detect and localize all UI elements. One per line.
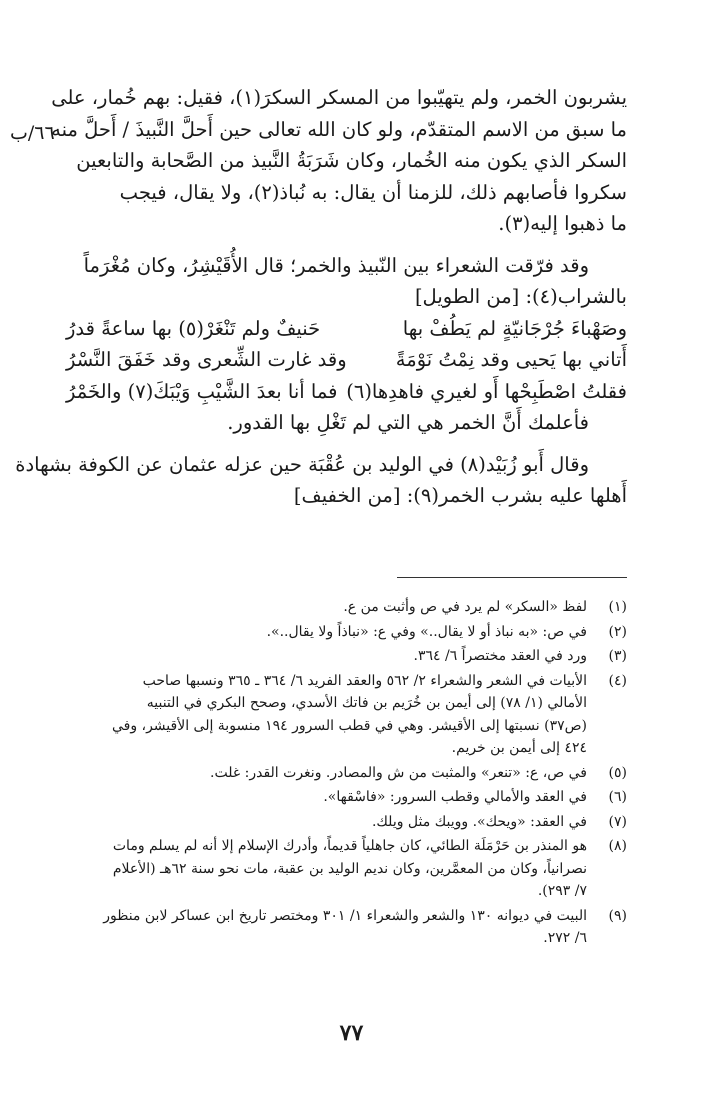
text-line: سكروا فأصابهم ذلك، للزمنا أن يقال: به نُباذ(٢)، ولا يقال، فيجب bbox=[119, 180, 627, 204]
footnote-line: ٦/ ٢٧٢. bbox=[543, 930, 587, 946]
verse-second-hemistich: فما أنا بعدَ الشَّيْبِ وَيْبَكَ(٧) والخَمْرُ bbox=[66, 379, 338, 403]
footnote-separator bbox=[397, 577, 627, 578]
paragraph-1 bbox=[51, 82, 627, 240]
text-line: ما ذهبوا إليه(٣). bbox=[498, 212, 627, 235]
text-line: وقد فرّقت الشعراء بين النّبيذ والخمر؛ قال الأُقَيْشِرُ، وكان مُغْرَماً bbox=[83, 253, 589, 277]
footnote bbox=[72, 596, 627, 619]
text-line: بالشراب(٤): [من الطويل] bbox=[414, 285, 627, 308]
paragraph-2 bbox=[66, 250, 627, 313]
footnote-line: ٤٢٤ إلى أيمن بن خريم. bbox=[451, 740, 587, 756]
footnote bbox=[72, 645, 627, 668]
verse-conclusion bbox=[66, 407, 627, 439]
text-line: ما سبق من الاسم المتقدّم، ولو كان الله تعالى حين أَحلَّ النَّبيذَ / أَحلَّ منه bbox=[51, 117, 627, 141]
verse-first-hemistich: فقلتُ اصْطَبِحْها أَو لغيري فاهدِها(٦) bbox=[346, 379, 627, 403]
footnote-line: نصرانياً، وكان من المعمَّرين، وكان نديم الوليد بن عقبة، مات نحو سنة ٦٢هـ (الأعلام bbox=[112, 860, 587, 877]
footnote-text bbox=[72, 835, 587, 903]
footnote-line: هو المنذر بن حَرْمَلَة الطائي، كان جاهلياً قديماً، وأدرك الإسلام إلا أنه لم يسلم ومات bbox=[112, 838, 587, 854]
footnote-line: ورد في العقد مختصراً ٦/ ٣٦٤. bbox=[413, 648, 587, 664]
footnote bbox=[72, 670, 627, 760]
paragraph-3 bbox=[15, 449, 627, 512]
footnote-text bbox=[72, 645, 587, 668]
footnote-number: (١) bbox=[608, 599, 627, 615]
footnote-line: في العقد والأمالي وقطب السرور: «فاسْقها». bbox=[323, 789, 587, 805]
text-line: السكر الذي يكون منه الخُمار، وكان شَرَبَةُ النَّبيذ من الصَّحابة والتابعين bbox=[76, 149, 627, 172]
footnote-line: الأمالي (١/ ٧٨) إلى أيمن بن خُرَيم بن فاتك الأسدي، وصحح البكري في التنبيه bbox=[146, 695, 587, 711]
footnote-text bbox=[72, 786, 587, 809]
verse-first-hemistich: وصَهْباءَ جُرْجَانيّةٍ لم يَطُفْ بها bbox=[402, 316, 627, 340]
footnote-number: (٦) bbox=[608, 789, 627, 805]
footnote-text bbox=[72, 762, 587, 785]
footnote-line: في ص، ع: «تنعر» والمثبت من ش والمصادر. ونغرت القدر: غلت. bbox=[210, 764, 587, 781]
footnote-line: الأبيات في الشعر والشعراء ٢/ ٥٦٢ والعقد الفريد ٦/ ٣٦٤ ـ ٣٦٥ ونسبها صاحب bbox=[142, 672, 587, 689]
footnote-number: (٢) bbox=[608, 623, 627, 640]
text-line: فأعلمك أَنَّ الخمر هي التي لم تَغْلِ بها القدور. bbox=[227, 411, 589, 434]
verse-second-hemistich: حَنيفٌ ولم تَنْغَرْ(٥) بها ساعةً قدرُ bbox=[66, 316, 321, 340]
footnote bbox=[72, 811, 627, 834]
footnote-number: (٥) bbox=[608, 764, 627, 781]
footnote bbox=[72, 621, 627, 644]
footnote-text bbox=[72, 670, 587, 760]
verse-line bbox=[66, 313, 627, 345]
footnote-number: (٣) bbox=[608, 648, 627, 664]
text-line: يشربون الخمر، ولم يتهيّبوا من المسكر السكرَ(١)، فقيل: بهم خُمار، على bbox=[51, 86, 627, 109]
poem bbox=[66, 313, 627, 408]
footnote-line: في العقد: «ويحك». وويبك مثل ويلك. bbox=[371, 813, 587, 830]
footnote-number: (٩) bbox=[608, 907, 627, 924]
footnote bbox=[72, 835, 627, 903]
footnote-number: (٤) bbox=[608, 672, 627, 689]
verse-first-hemistich: أَتاني بها يَحيى وقد نِمْتُ نَوْمَةً bbox=[395, 348, 627, 371]
footnote-line: في ص: «به نباذ أو لا يقال..» وفي ع: «نباذاً ولا يقال..». bbox=[266, 623, 587, 640]
verse-second-hemistich: وقد غارت الشِّعرى وقد خَفَقَ النَّسْرُ bbox=[66, 348, 347, 371]
footnote bbox=[72, 905, 627, 950]
verse-line bbox=[66, 376, 627, 408]
footnotes bbox=[72, 596, 627, 952]
footnote-number: (٧) bbox=[608, 813, 627, 830]
footnote-text bbox=[72, 905, 587, 950]
text-line: أَهلها عليه بشرب الخمر(٩): [من الخفيف] bbox=[293, 484, 627, 507]
footnote-line: البيت في ديوانه ١٣٠ والشعر والشعراء ١/ ٣٠١ ومختصر تاريخ ابن عساكر لابن منظور bbox=[103, 907, 587, 924]
page-number: ٧٧ bbox=[339, 1020, 364, 1046]
footnote-text bbox=[72, 596, 587, 619]
text-line: وقال أَبو زُبَيْد(٨) في الوليد بن عُقْبَة حين عزله عثمان عن الكوفة بشهادة bbox=[15, 452, 589, 476]
footnote-line: ٧/ ٢٩٣). bbox=[537, 883, 587, 899]
footnote-text bbox=[72, 811, 587, 834]
footnote-number: (٨) bbox=[608, 838, 627, 854]
footnote-line: لفظ «السكر» لم يرد في ص وأثبت من ع. bbox=[343, 599, 587, 615]
footnote-text bbox=[72, 621, 587, 644]
footnote-line: (ص٣٧) نسبتها إلى الأقيشر. وهي في قطب السرور ١٩٤ منسوبة إلى الأقيشر، وفي bbox=[111, 717, 587, 734]
footnote bbox=[72, 762, 627, 785]
verse-line bbox=[66, 344, 627, 376]
margin-folio-note: ٦٦/ب bbox=[10, 122, 55, 144]
footnote bbox=[72, 786, 627, 809]
